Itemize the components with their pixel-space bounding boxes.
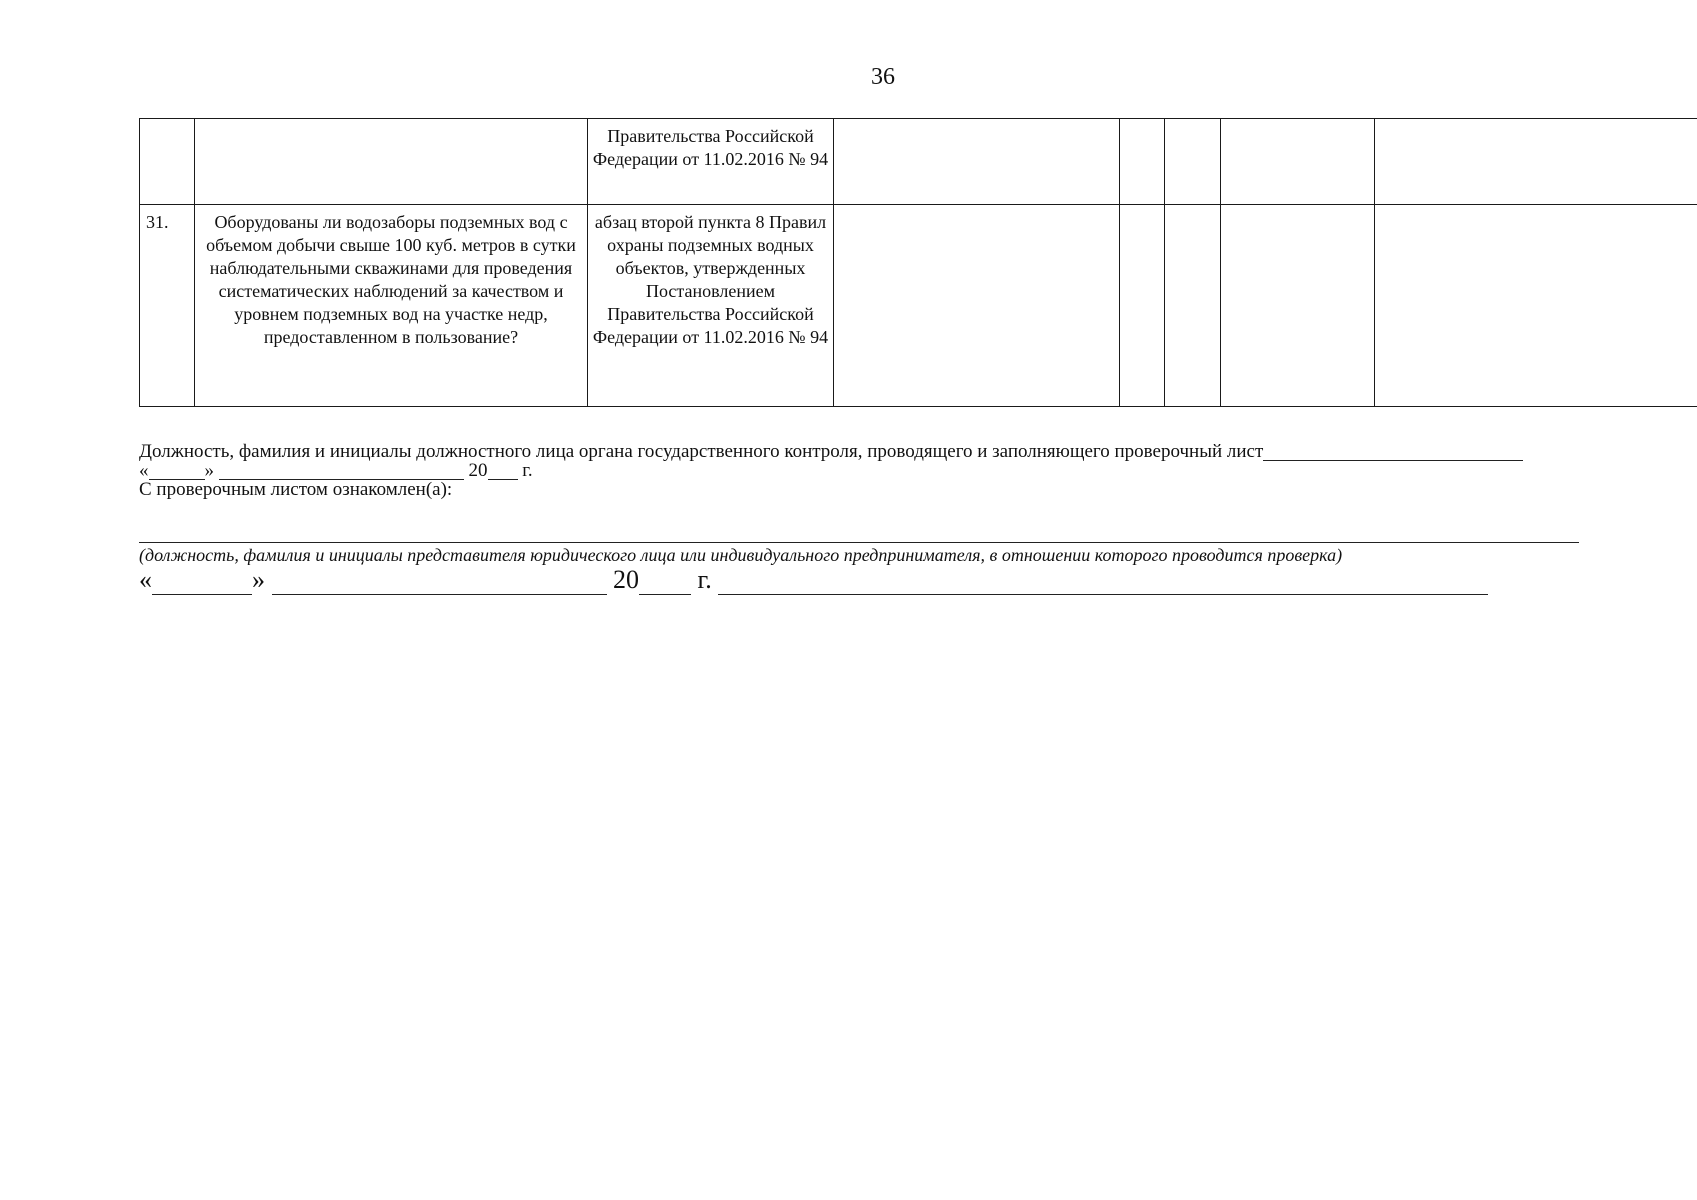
answer-yes-cell [834,119,1120,205]
year-field[interactable] [488,463,518,480]
representative-caption: (должность, фамилия и инициалы представителя юридического лица или индивидуального предпринимателя, в отношении которого проводится проверка) [139,545,1343,565]
extra-cell [1375,119,1697,205]
date-open-quote: « [139,460,149,481]
table-row [140,119,1697,205]
representative-date-line [139,565,1488,595]
date-close-quote: » [252,565,265,594]
year-prefix: 20 [613,565,639,594]
question-cell [195,119,588,205]
year-suffix: г. [522,460,533,481]
row-number: 31. [140,205,195,407]
row-number [140,119,195,205]
answer-no-cell [1120,119,1165,205]
date-open-quote: « [139,565,152,594]
answer-na-cell [1165,205,1221,407]
checklist-table [139,118,1697,407]
table-row [140,205,1697,407]
representative-signature-field[interactable] [139,542,1579,543]
inspector-line [139,442,1523,461]
answer-yes-cell [834,205,1120,407]
comment-cell [1221,119,1375,205]
day-field[interactable] [152,570,252,595]
month-field[interactable] [272,570,607,595]
inspector-date-line [139,461,1523,480]
answer-na-cell [1165,119,1221,205]
comment-cell [1221,205,1375,407]
answer-no-cell [1120,205,1165,407]
day-field[interactable] [149,463,205,480]
inspector-signature-field[interactable] [1263,444,1523,461]
date-close-quote: » [204,460,214,481]
extra-cell [1375,205,1697,407]
year-field[interactable] [639,570,691,595]
acknowledged-label: С проверочным листом ознакомлен(а): [139,479,453,500]
page-number: 36 [871,64,895,90]
inspector-label: Должность, фамилия и инициалы должностного лица органа государственного контроля, проводящего и заполняющего проверочный лист [139,441,1264,462]
month-field[interactable] [219,463,464,480]
year-prefix: 20 [468,460,488,481]
question-cell: Оборудованы ли водозаборы подземных вод с объемом добычи свыше 100 куб. метров в сутки наблюдательными скважинами для проведения систематических наблюдений за качеством и уровнем подземных вод на участке недр, предоставленном в пользование? [195,205,588,407]
signature-field[interactable] [718,570,1488,595]
footer-block [139,442,1523,499]
year-suffix: г. [697,565,712,594]
reference-cell: Правительства Российской Федерации от 11.02.2016 № 94 [588,119,834,205]
reference-cell: абзац второй пункта 8 Правил охраны подземных водных объектов, утвержденных Постановлением Правительства Российской Федерации от 11.02.2016 № 94 [588,205,834,407]
